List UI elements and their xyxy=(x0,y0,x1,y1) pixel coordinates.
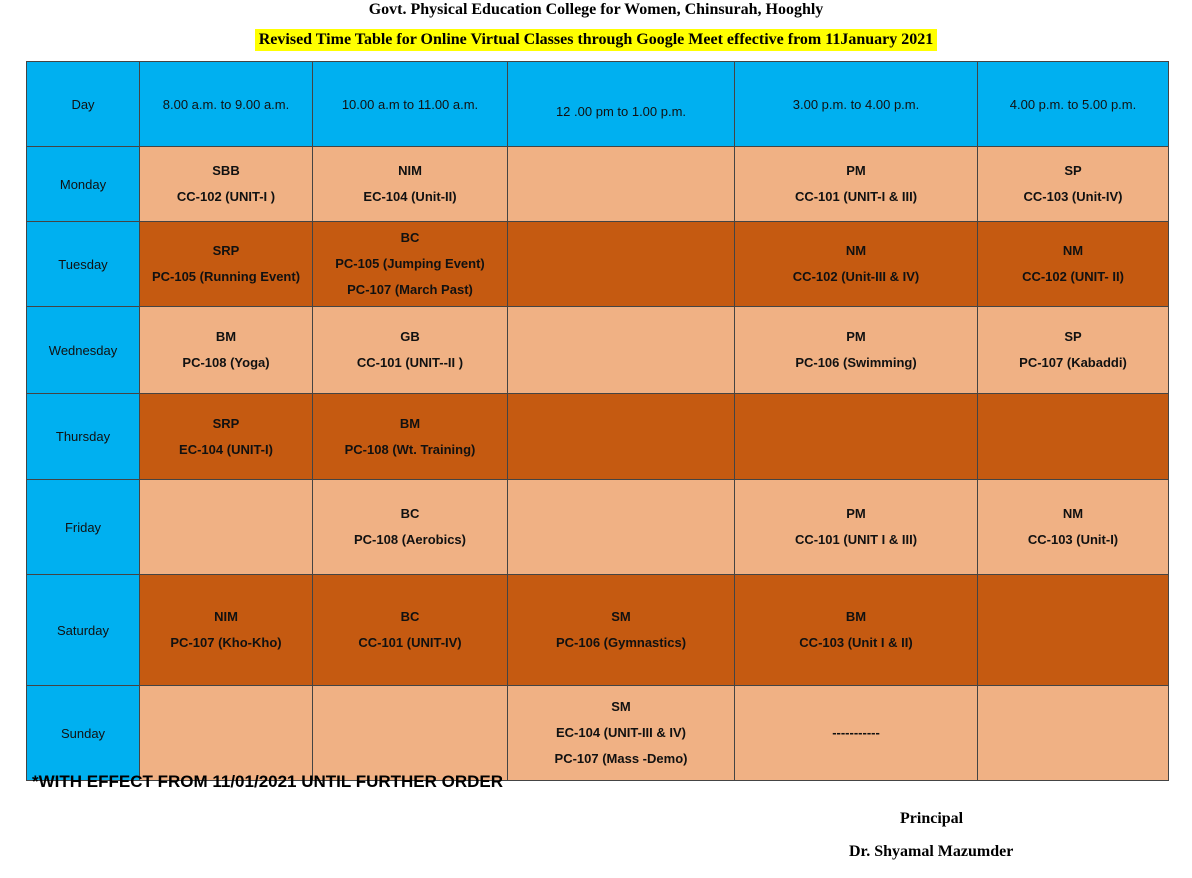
course-line: CC-102 (UNIT-I ) xyxy=(176,189,276,204)
timetable-cell xyxy=(508,480,735,575)
day-label: Thursday xyxy=(27,394,140,480)
course-line: PC-108 (Aerobics) xyxy=(354,532,466,547)
course-line: EC-104 (UNIT-I) xyxy=(179,441,273,457)
timetable-cell xyxy=(978,394,1169,480)
teacher-code: BM xyxy=(845,609,867,624)
timetable-cell xyxy=(735,575,978,686)
teacher-code: PM xyxy=(846,329,866,344)
teacher-code: BC xyxy=(400,609,420,624)
timetable-cell xyxy=(735,147,978,222)
teacher-code: SP xyxy=(1064,329,1082,344)
timetable-cell xyxy=(978,147,1169,222)
document-subtitle: Revised Time Table for Online Virtual Classes through Google Meet effective from 11January 2021 xyxy=(255,29,937,51)
course-line: PC-105 (Running Event) xyxy=(151,269,301,284)
signatory-role: Principal xyxy=(900,810,964,827)
teacher-code: NM xyxy=(1062,243,1084,258)
course-line: EC-104 (Unit-II) xyxy=(363,189,457,204)
day-label: Saturday xyxy=(27,575,140,686)
header-slot-1: 8.00 a.m. to 9.00 a.m. xyxy=(140,62,313,147)
course-line: CC-103 (Unit-I) xyxy=(1027,532,1119,547)
timetable-cell xyxy=(313,222,508,307)
subtitle-wrapper xyxy=(0,29,1192,51)
timetable-body xyxy=(27,147,1169,781)
header-day: Day xyxy=(27,62,140,147)
timetable-cell xyxy=(313,480,508,575)
timetable-cell xyxy=(140,147,313,222)
row-tuesday xyxy=(27,222,1169,307)
timetable-cell xyxy=(313,394,508,480)
timetable-cell xyxy=(508,686,735,781)
document-title: Govt. Physical Education College for Women, Chinsurah, Hooghly xyxy=(368,1,824,18)
timetable-cell xyxy=(313,147,508,222)
teacher-code: GB xyxy=(400,329,420,344)
row-saturday xyxy=(27,575,1169,686)
timetable-cell xyxy=(978,686,1169,781)
day-label: Friday xyxy=(27,480,140,575)
row-thursday xyxy=(27,394,1169,480)
timetable-cell xyxy=(735,394,978,480)
header-slot-2: 10.00 a.m to 11.00 a.m. xyxy=(313,62,508,147)
timetable-cell xyxy=(508,575,735,686)
course-line: CC-103 (Unit I & II) xyxy=(799,635,913,650)
timetable-cell xyxy=(508,394,735,480)
timetable-cell xyxy=(508,147,735,222)
effect-note: *WITH EFFECT FROM 11/01/2021 UNTIL FURTHER ORDER xyxy=(32,772,504,791)
day-label: Sunday xyxy=(27,686,140,781)
day-label: Monday xyxy=(27,147,140,222)
course-line: CC-101 (UNIT-IV) xyxy=(358,635,462,650)
course-line: PC-107 (March Past) xyxy=(347,282,473,297)
signatory-name: Dr. Shyamal Mazumder xyxy=(849,843,1014,860)
course-line: PC-107 (Mass -Demo) xyxy=(554,751,688,766)
teacher-code: BC xyxy=(400,230,420,245)
course-line: PC-106 (Swimming) xyxy=(795,355,917,370)
row-sunday xyxy=(27,686,1169,781)
timetable-cell xyxy=(313,307,508,394)
teacher-code: BM xyxy=(399,415,421,431)
course-line: CC-101 (UNIT I & III) xyxy=(794,532,918,547)
course-line: CC-103 (Unit-IV) xyxy=(1023,189,1123,204)
timetable-cell xyxy=(735,307,978,394)
teacher-code: NM xyxy=(845,243,867,258)
timetable-cell xyxy=(140,686,313,781)
timetable-cell xyxy=(508,222,735,307)
timetable-cell xyxy=(140,307,313,394)
timetable-cell xyxy=(140,480,313,575)
timetable-cell xyxy=(978,575,1169,686)
course-line: PC-108 (Wt. Training) xyxy=(344,441,476,457)
teacher-code: SRP xyxy=(212,415,240,431)
course-line: PC-108 (Yoga) xyxy=(182,355,270,370)
course-line: CC-101 (UNIT--II ) xyxy=(356,355,464,370)
course-line: EC-104 (UNIT-III & IV) xyxy=(555,725,687,740)
timetable-cell xyxy=(978,480,1169,575)
timetable-cell xyxy=(313,575,508,686)
day-label: Tuesday xyxy=(27,222,140,307)
teacher-code: NM xyxy=(1062,506,1084,521)
teacher-code: SP xyxy=(1064,163,1082,178)
course-line: ----------- xyxy=(832,725,880,740)
day-label: Wednesday xyxy=(27,307,140,394)
course-line: CC-102 (Unit-III & IV) xyxy=(792,269,920,284)
timetable-cell xyxy=(140,575,313,686)
teacher-code: SM xyxy=(611,699,631,714)
course-line: CC-101 (UNIT-I & III) xyxy=(794,189,918,204)
timetable-cell xyxy=(735,480,978,575)
timetable-cell xyxy=(140,222,313,307)
teacher-code: BC xyxy=(400,506,420,521)
header-slot-4: 3.00 p.m. to 4.00 p.m. xyxy=(735,62,978,147)
teacher-code: SM xyxy=(611,609,631,624)
teacher-code: SBB xyxy=(212,163,240,178)
teacher-code: NIM xyxy=(214,609,238,624)
timetable xyxy=(26,61,1169,781)
teacher-code: BM xyxy=(215,329,237,344)
teacher-code: PM xyxy=(846,163,866,178)
teacher-code: NIM xyxy=(398,163,422,178)
course-line: PC-105 (Jumping Event) xyxy=(335,256,485,271)
teacher-code: SRP xyxy=(212,243,240,258)
timetable-cell xyxy=(313,686,508,781)
teacher-code: PM xyxy=(846,506,866,521)
header-slot-3: 12 .00 pm to 1.00 p.m. xyxy=(508,62,735,147)
header-row xyxy=(27,62,1169,147)
row-wednesday xyxy=(27,307,1169,394)
timetable-cell xyxy=(140,394,313,480)
timetable-cell xyxy=(978,307,1169,394)
timetable-cell xyxy=(735,222,978,307)
timetable-cell xyxy=(978,222,1169,307)
header-slot-5: 4.00 p.m. to 5.00 p.m. xyxy=(978,62,1169,147)
course-line: PC-107 (Kabaddi) xyxy=(1019,355,1127,370)
timetable-cell xyxy=(735,686,978,781)
row-monday xyxy=(27,147,1169,222)
timetable-cell xyxy=(508,307,735,394)
course-line: CC-102 (UNIT- II) xyxy=(1022,269,1124,284)
course-line: PC-106 (Gymnastics) xyxy=(555,635,687,650)
row-friday xyxy=(27,480,1169,575)
course-line: PC-107 (Kho-Kho) xyxy=(170,635,282,650)
